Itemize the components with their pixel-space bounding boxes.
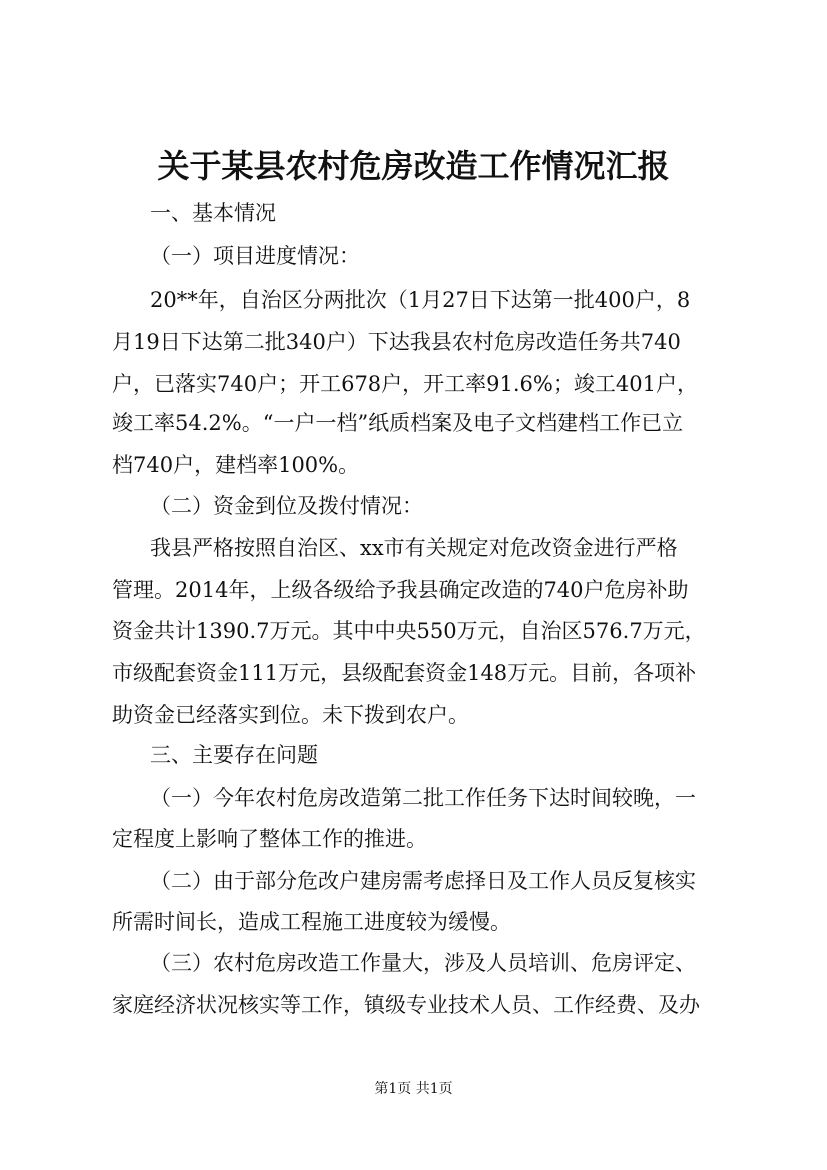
section-heading-problems: 三、主要存在问题 — [150, 743, 318, 767]
paragraph-line: （三）农村危房改造工作量大，涉及人员培训、危房评定、 — [150, 951, 696, 975]
paragraph-line: 资金共计1390.7万元。其中中央550万元，自治区576.7万元， — [112, 619, 706, 643]
paragraph-line: 月19日下达第二批340户）下达我县农村危房改造任务共740 — [112, 330, 681, 354]
paragraph-line: （一）今年农村危房改造第二批工作任务下达时间较晚，一 — [150, 786, 696, 810]
paragraph-line: （二）由于部分危改户建房需考虑择日及工作人员反复核实 — [150, 869, 696, 893]
paragraph-line: 市级配套资金111万元，县级配套资金148万元。目前，各项补 — [112, 661, 697, 685]
subsection-heading-progress: （一）项目进度情况： — [150, 244, 360, 268]
paragraph-line: 竣工率54.2%。“一户一档”纸质档案及电子文档建档工作已立 — [112, 411, 684, 435]
paragraph-line: 档740户，建档率100%。 — [112, 453, 360, 477]
subsection-heading-funds: （二）资金到位及拨付情况： — [150, 494, 423, 518]
section-heading-basic: 一、基本情况 — [150, 201, 276, 225]
paragraph-line: 助资金已经落实到位。未下拨到农户。 — [112, 703, 469, 727]
paragraph-line: 所需时间长，造成工程施工进度较为缓慢。 — [112, 910, 511, 934]
paragraph-line: 我县严格按照自治区、xx市有关规定对危改资金进行严格 — [150, 536, 678, 560]
paragraph-line: 定程度上影响了整体工作的推进。 — [112, 827, 427, 851]
page-footer: 第1页 共1页 — [374, 1081, 453, 1097]
paragraph-line: 家庭经济状况核实等工作，镇级专业技术人员、工作经费、及办 — [112, 993, 700, 1017]
document-title: 关于某县农村危房改造工作情况汇报 — [157, 147, 670, 185]
paragraph-line: 管理。2014年，上级各级给予我县确定改造的740户危房补助 — [112, 578, 689, 602]
paragraph-line: 户，已落实740户；开工678户，开工率91.6%；竣工401户， — [112, 372, 698, 396]
paragraph-line: 20**年，自治区分两批次（1月27日下达第一批400户，8 — [150, 288, 691, 312]
